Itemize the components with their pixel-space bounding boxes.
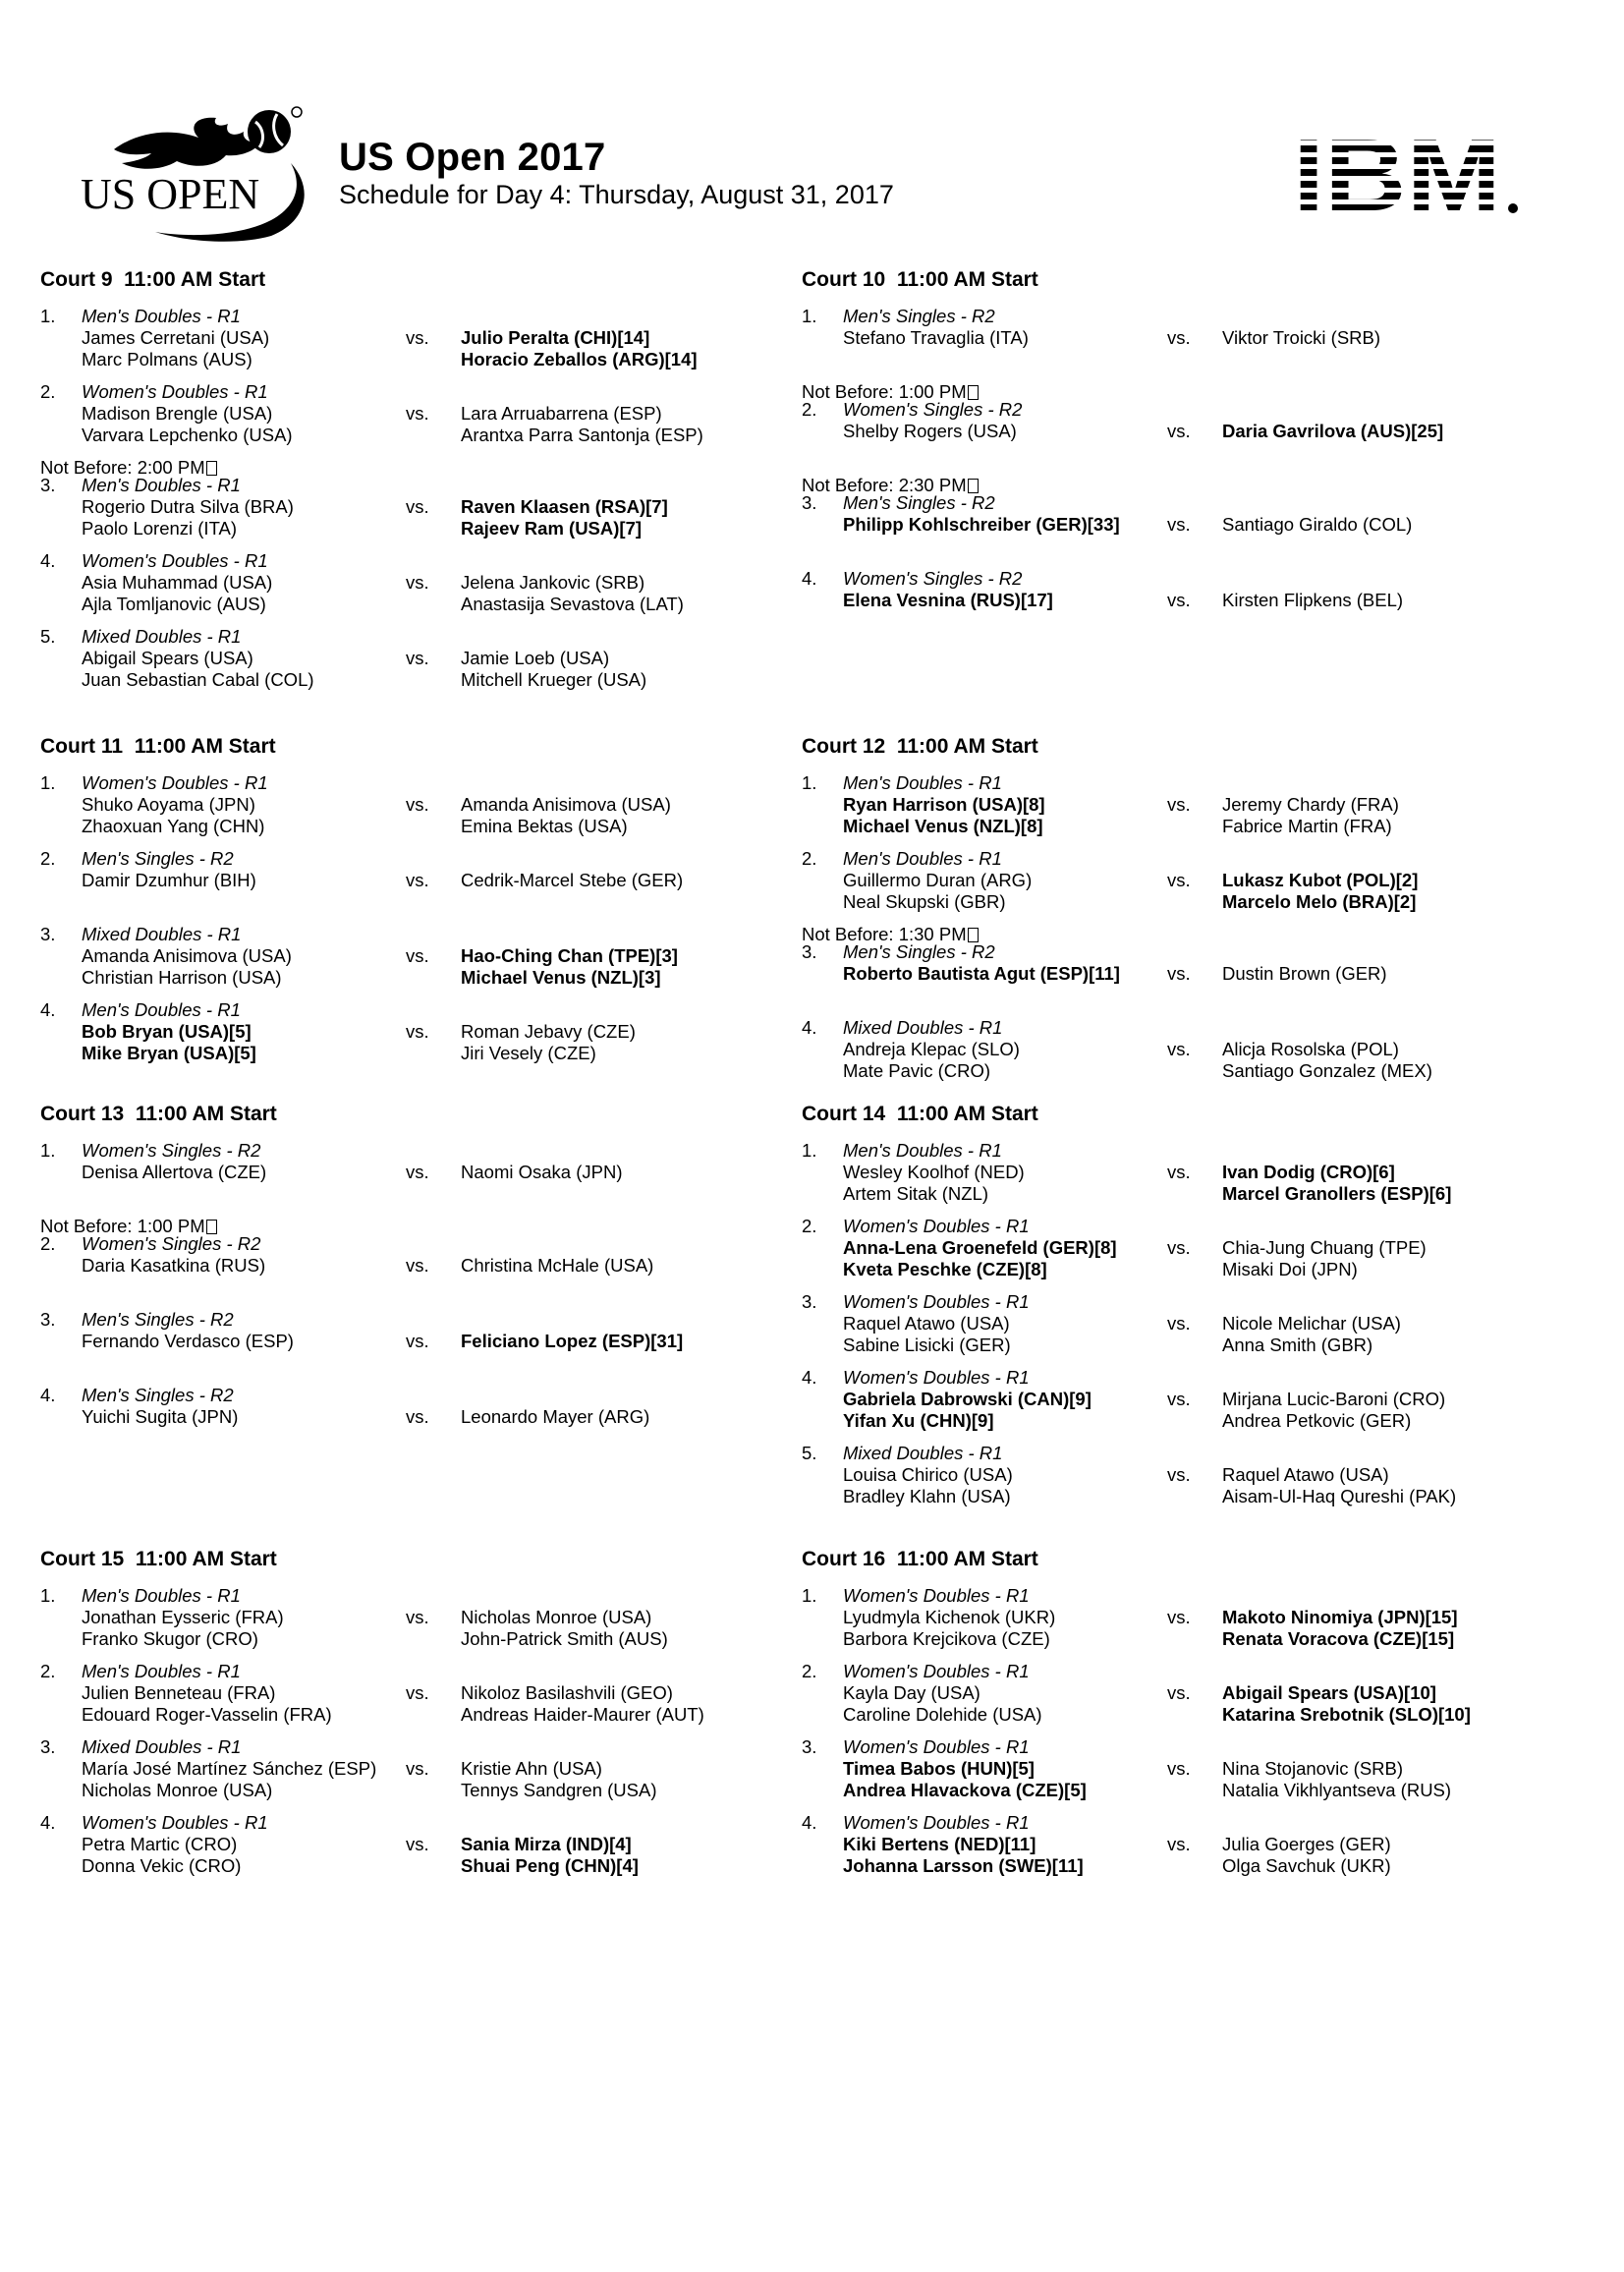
player-name: Raquel Atawo (USA) [843,1313,1010,1334]
player-name: Nicole Melichar (USA) [1222,1313,1401,1334]
player-name: Barbora Krejcikova (CZE) [843,1628,1050,1649]
player-name: Artem Sitak (NZL) [843,1183,989,1204]
player-name: Guillermo Duran (ARG) [843,870,1033,890]
match-row [40,1140,787,1211]
match-event: Women's Doubles - R1 [843,1216,1030,1236]
player-name: Gabriela Dabrowski (CAN)[9] [843,1389,1092,1409]
match-event: Men's Singles - R2 [843,492,995,513]
match-number: 4. [802,1017,817,1038]
player-name: Amanda Anisimova (USA) [82,945,292,966]
player-name: Donna Vekic (CRO) [82,1855,242,1876]
vs-label: vs. [1167,1834,1191,1854]
match-event: Women's Doubles - R1 [82,1812,268,1833]
player-name: Mike Bryan (USA)[5] [82,1043,256,1063]
vs-label: vs. [406,1255,429,1276]
player-name: Roberto Bautista Agut (ESP)[11] [843,963,1120,984]
player-name: Wesley Koolhof (NED) [843,1162,1025,1182]
missing-glyph-box [968,928,979,942]
match-event: Women's Doubles - R1 [843,1291,1030,1312]
match-number: 1. [802,306,817,326]
player-name: Bob Bryan (USA)[5] [82,1021,252,1042]
player-name: Louisa Chirico (USA) [843,1464,1013,1485]
player-name: Anna-Lena Groenefeld (GER)[8] [843,1237,1117,1258]
player-name: Julien Benneteau (FRA) [82,1682,276,1703]
player-name: Raven Klaasen (RSA)[7] [461,496,668,517]
player-name: Yifan Xu (CHN)[9] [843,1410,994,1431]
player-name: Yuichi Sugita (JPN) [82,1406,239,1427]
player-name: Ryan Harrison (USA)[8] [843,794,1045,815]
match-row [40,999,787,1070]
match-number: 4. [802,1812,817,1833]
player-name: Kveta Peschke (CZE)[8] [843,1259,1047,1279]
match-number: 1. [40,1585,56,1606]
player-name: Makoto Ninomiya (JPN)[15] [1222,1607,1458,1627]
match-row [802,1661,1548,1732]
player-name: Viktor Troicki (SRB) [1222,327,1381,348]
vs-label: vs. [1167,514,1191,535]
court-title: Court 9 11:00 AM Start [40,268,266,291]
match-event: Mixed Doubles - R1 [82,924,242,944]
match-row [802,1585,1548,1656]
player-name: Roman Jebavy (CZE) [461,1021,636,1042]
vs-label: vs. [1167,1607,1191,1627]
match-event: Mixed Doubles - R1 [82,1736,242,1757]
match-row [40,475,787,545]
vs-label: vs. [1167,963,1191,984]
player-name: Andreja Klepac (SLO) [843,1039,1020,1059]
player-name: Dustin Brown (GER) [1222,963,1387,984]
player-name: Leonardo Mayer (ARG) [461,1406,650,1427]
match-row [802,1443,1548,1513]
player-name: Marcel Granollers (ESP)[6] [1222,1183,1452,1204]
match-row [802,772,1548,843]
ibm-logo: IBM [1293,134,1521,220]
player-name: Lukasz Kubot (POL)[2] [1222,870,1419,890]
vs-label: vs. [1167,1464,1191,1485]
vs-label: vs. [1167,1162,1191,1182]
match-row [40,1812,787,1883]
match-number: 1. [802,772,817,793]
player-name: Paolo Lorenzi (ITA) [82,518,237,539]
match-number: 3. [40,1309,56,1330]
match-event: Mixed Doubles - R1 [82,626,242,647]
player-name: Rogerio Dutra Silva (BRA) [82,496,294,517]
match-row [40,1585,787,1656]
match-row [802,399,1548,470]
match-event: Women's Doubles - R1 [843,1367,1030,1388]
match-event: Men's Doubles - R1 [82,475,241,495]
player-name: Neal Skupski (GBR) [843,891,1006,912]
player-name: Varvara Lepchenko (USA) [82,425,293,445]
match-event: Women's Doubles - R1 [843,1736,1030,1757]
vs-label: vs. [1167,1758,1191,1779]
match-row [40,1233,787,1304]
vs-label: vs. [1167,794,1191,815]
player-name: Sabine Lisicki (GER) [843,1335,1011,1355]
match-event: Men's Doubles - R1 [843,848,1002,869]
court-title: Court 12 11:00 AM Start [802,735,1038,758]
player-name: Jeremy Chardy (FRA) [1222,794,1399,815]
match-row [802,568,1548,639]
match-number: 3. [40,1736,56,1757]
vs-label: vs. [406,496,429,517]
player-name: Hao-Ching Chan (TPE)[3] [461,945,678,966]
match-row [40,626,787,697]
not-before-text: Not Before: 1:00 PM [802,381,967,402]
page-title: US Open 2017 [339,136,606,179]
match-row [802,1216,1548,1286]
match-number: 3. [802,492,817,513]
player-name: Raquel Atawo (USA) [1222,1464,1389,1485]
not-before-text: Not Before: 1:00 PM [40,1216,205,1236]
player-name: Denisa Allertova (CZE) [82,1162,267,1182]
player-name: Tennys Sandgren (USA) [461,1780,657,1800]
match-number: 5. [802,1443,817,1463]
match-event: Men's Doubles - R1 [82,1585,241,1606]
match-row [40,1309,787,1380]
player-name: Bradley Klahn (USA) [843,1486,1011,1506]
match-number: 1. [802,1585,817,1606]
player-name: Shuai Peng (CHN)[4] [461,1855,639,1876]
match-number: 4. [802,1367,817,1388]
match-row [40,848,787,919]
match-row [802,1812,1548,1883]
player-name: Abigail Spears (USA) [82,648,253,668]
player-name: Damir Dzumhur (BIH) [82,870,256,890]
player-name: Kiki Bertens (NED)[11] [843,1834,1036,1854]
match-number: 4. [40,1385,56,1405]
player-name: Abigail Spears (USA)[10] [1222,1682,1436,1703]
vs-label: vs. [1167,870,1191,890]
player-name: Ivan Dodig (CRO)[6] [1222,1162,1395,1182]
match-number: 3. [802,1291,817,1312]
player-name: Andrea Petkovic (GER) [1222,1410,1412,1431]
player-name: Fabrice Martin (FRA) [1222,816,1392,836]
player-name: Mitchell Krueger (USA) [461,669,647,690]
match-event: Women's Doubles - R1 [843,1585,1030,1606]
match-event: Women's Doubles - R1 [843,1812,1030,1833]
page-subtitle: Schedule for Day 4: Thursday, August 31, 2017 [339,180,894,209]
player-name: Kirsten Flipkens (BEL) [1222,590,1404,610]
player-name: Zhaoxuan Yang (CHN) [82,816,265,836]
player-name: Christina McHale (USA) [461,1255,654,1276]
match-number: 1. [40,772,56,793]
match-row [802,1291,1548,1362]
player-name: Edouard Roger-Vasselin (FRA) [82,1704,332,1725]
match-event: Women's Doubles - R1 [82,381,268,402]
vs-label: vs. [406,403,429,424]
player-name: Alicja Rosolska (POL) [1222,1039,1399,1059]
match-event: Men's Doubles - R1 [82,1661,241,1681]
vs-label: vs. [406,1162,429,1182]
match-number: 2. [802,1216,817,1236]
player-name: Johanna Larsson (SWE)[11] [843,1855,1084,1876]
player-name: Andreas Haider-Maurer (AUT) [461,1704,704,1725]
player-name: Timea Babos (HUN)[5] [843,1758,1035,1779]
player-name: Misaki Doi (JPN) [1222,1259,1358,1279]
match-number: 2. [802,1661,817,1681]
us-open-logo-text: US OPEN [81,170,260,218]
player-name: María José Martínez Sánchez (ESP) [82,1758,377,1779]
player-name: Naomi Osaka (JPN) [461,1162,623,1182]
vs-label: vs. [1167,590,1191,610]
match-row [40,1661,787,1732]
vs-label: vs. [406,572,429,593]
player-name: Caroline Dolehide (USA) [843,1704,1042,1725]
vs-label: vs. [406,1607,429,1627]
match-number: 4. [40,1812,56,1833]
court-title: Court 14 11:00 AM Start [802,1103,1038,1125]
player-name: Michael Venus (NZL)[8] [843,816,1043,836]
match-number: 1. [802,1140,817,1161]
player-name: Nina Stojanovic (SRB) [1222,1758,1404,1779]
player-name: Aisam-Ul-Haq Qureshi (PAK) [1222,1486,1457,1506]
player-name: Nikoloz Basilashvili (GEO) [461,1682,673,1703]
match-event: Men's Singles - R2 [82,1385,234,1405]
vs-label: vs. [406,1406,429,1427]
vs-label: vs. [406,794,429,815]
player-name: Jiri Vesely (CZE) [461,1043,596,1063]
match-event: Mixed Doubles - R1 [843,1443,1003,1463]
match-row [40,924,787,994]
match-number: 5. [40,626,56,647]
player-name: Andrea Hlavackova (CZE)[5] [843,1780,1087,1800]
player-name: Petra Martic (CRO) [82,1834,238,1854]
vs-label: vs. [1167,1237,1191,1258]
match-number: 1. [40,306,56,326]
match-number: 4. [40,550,56,571]
vs-label: vs. [1167,421,1191,441]
match-event: Men's Singles - R2 [82,848,234,869]
player-name: Mirjana Lucic-Baroni (CRO) [1222,1389,1446,1409]
match-row [802,492,1548,563]
player-name: Stefano Travaglia (ITA) [843,327,1029,348]
player-name: Santiago Giraldo (COL) [1222,514,1413,535]
player-name: Franko Skugor (CRO) [82,1628,258,1649]
player-name: Rajeev Ram (USA)[7] [461,518,643,539]
player-name: Katarina Srebotnik (SLO)[10] [1222,1704,1471,1725]
match-event: Mixed Doubles - R1 [843,1017,1003,1038]
player-name: Arantxa Parra Santonja (ESP) [461,425,703,445]
match-number: 3. [40,924,56,944]
vs-label: vs. [406,1834,429,1854]
player-name: Julia Goerges (GER) [1222,1834,1391,1854]
vs-label: vs. [406,1021,429,1042]
match-number: 2. [802,848,817,869]
player-name: Lyudmyla Kichenok (UKR) [843,1607,1056,1627]
vs-label: vs. [406,648,429,668]
match-event: Men's Singles - R2 [82,1309,234,1330]
match-number: 1. [40,1140,56,1161]
vs-label: vs. [1167,327,1191,348]
court-title: Court 10 11:00 AM Start [802,268,1038,291]
match-number: 3. [802,941,817,962]
player-name: Feliciano Lopez (ESP)[31] [461,1331,684,1351]
not-before-text: Not Before: 2:30 PM [802,475,967,495]
player-name: Emina Bektas (USA) [461,816,628,836]
player-name: Ajla Tomljanovic (AUS) [82,594,266,614]
player-name: Kayla Day (USA) [843,1682,980,1703]
match-event: Women's Doubles - R1 [843,1661,1030,1681]
match-event: Men's Doubles - R1 [843,772,1002,793]
court-title: Court 16 11:00 AM Start [802,1548,1038,1570]
match-number: 3. [802,1736,817,1757]
match-row [802,1736,1548,1807]
vs-label: vs. [1167,1313,1191,1334]
match-number: 2. [40,1233,56,1254]
player-name: Anna Smith (GBR) [1222,1335,1373,1355]
match-number: 2. [40,848,56,869]
player-name: John-Patrick Smith (AUS) [461,1628,668,1649]
missing-glyph-box [206,1220,217,1234]
player-name: Cedrik-Marcel Stebe (GER) [461,870,684,890]
player-name: Nicholas Monroe (USA) [461,1607,652,1627]
player-name: Kristie Ahn (USA) [461,1758,602,1779]
match-number: 2. [40,1661,56,1681]
player-name: Olga Savchuk (UKR) [1222,1855,1391,1876]
match-number: 4. [802,568,817,589]
vs-label: vs. [406,870,429,890]
player-name: Horacio Zeballos (ARG)[14] [461,349,698,369]
player-name: Christian Harrison (USA) [82,967,282,988]
match-row [802,1367,1548,1438]
player-name: Renata Voracova (CZE)[15] [1222,1628,1455,1649]
player-name: Shuko Aoyama (JPN) [82,794,255,815]
court-title: Court 15 11:00 AM Start [40,1548,277,1570]
player-name: Julio Peralta (CHI)[14] [461,327,650,348]
match-event: Men's Singles - R2 [843,306,995,326]
match-row [40,306,787,376]
court-title: Court 13 11:00 AM Start [40,1103,277,1125]
player-name: Jelena Jankovic (SRB) [461,572,645,593]
match-event: Women's Doubles - R1 [82,550,268,571]
player-name: Natalia Vikhlyantseva (RUS) [1222,1780,1452,1800]
missing-glyph-box [968,385,979,400]
vs-label: vs. [406,1758,429,1779]
match-row [40,1736,787,1807]
missing-glyph-box [968,479,979,493]
match-row [802,941,1548,1012]
player-name: Philipp Kohlschreiber (GER)[33] [843,514,1120,535]
player-name: Fernando Verdasco (ESP) [82,1331,294,1351]
not-before-text: Not Before: 2:00 PM [40,457,205,478]
player-name: James Cerretani (USA) [82,327,270,348]
match-row [40,1385,787,1455]
match-event: Women's Singles - R2 [843,568,1023,589]
match-row [802,1140,1548,1211]
player-name: Shelby Rogers (USA) [843,421,1017,441]
player-name: Marcelo Melo (BRA)[2] [1222,891,1417,912]
player-name: Nicholas Monroe (USA) [82,1780,273,1800]
match-number: 3. [40,475,56,495]
player-name: Jamie Loeb (USA) [461,648,610,668]
match-number: 4. [40,999,56,1020]
court-title: Court 11 11:00 AM Start [40,735,276,758]
match-event: Men's Doubles - R1 [82,999,241,1020]
vs-label: vs. [1167,1389,1191,1409]
match-event: Women's Singles - R2 [82,1140,261,1161]
missing-glyph-box [206,461,217,476]
player-name: Elena Vesnina (RUS)[17] [843,590,1053,610]
match-row [40,772,787,843]
vs-label: vs. [406,327,429,348]
match-event: Women's Singles - R2 [82,1233,261,1254]
player-name: Sania Mirza (IND)[4] [461,1834,632,1854]
not-before-text: Not Before: 1:30 PM [802,924,967,944]
match-row [40,381,787,452]
match-row [802,1017,1548,1088]
match-event: Women's Doubles - R1 [82,772,268,793]
player-name: Juan Sebastian Cabal (COL) [82,669,314,690]
player-name: Jonathan Eysseric (FRA) [82,1607,284,1627]
player-name: Asia Muhammad (USA) [82,572,273,593]
vs-label: vs. [1167,1039,1191,1059]
vs-label: vs. [406,1331,429,1351]
match-row [802,306,1548,376]
player-name: Anastasija Sevastova (LAT) [461,594,684,614]
vs-label: vs. [406,945,429,966]
match-row [802,848,1548,919]
player-name: Chia-Jung Chuang (TPE) [1222,1237,1427,1258]
player-name: Daria Gavrilova (AUS)[25] [1222,421,1444,441]
player-name: Michael Venus (NZL)[3] [461,967,661,988]
match-number: 2. [802,399,817,420]
player-name: Marc Polmans (AUS) [82,349,252,369]
player-name: Madison Brengle (USA) [82,403,273,424]
vs-label: vs. [406,1682,429,1703]
match-event: Men's Doubles - R1 [843,1140,1002,1161]
match-event: Men's Singles - R2 [843,941,995,962]
player-name: Amanda Anisimova (USA) [461,794,671,815]
match-event: Women's Singles - R2 [843,399,1023,420]
match-event: Men's Doubles - R1 [82,306,241,326]
player-name: Mate Pavic (CRO) [843,1060,991,1081]
vs-label: vs. [1167,1682,1191,1703]
player-name: Lara Arruabarrena (ESP) [461,403,662,424]
player-name: Santiago Gonzalez (MEX) [1222,1060,1432,1081]
player-name: Daria Kasatkina (RUS) [82,1255,266,1276]
match-number: 2. [40,381,56,402]
match-row [40,550,787,621]
